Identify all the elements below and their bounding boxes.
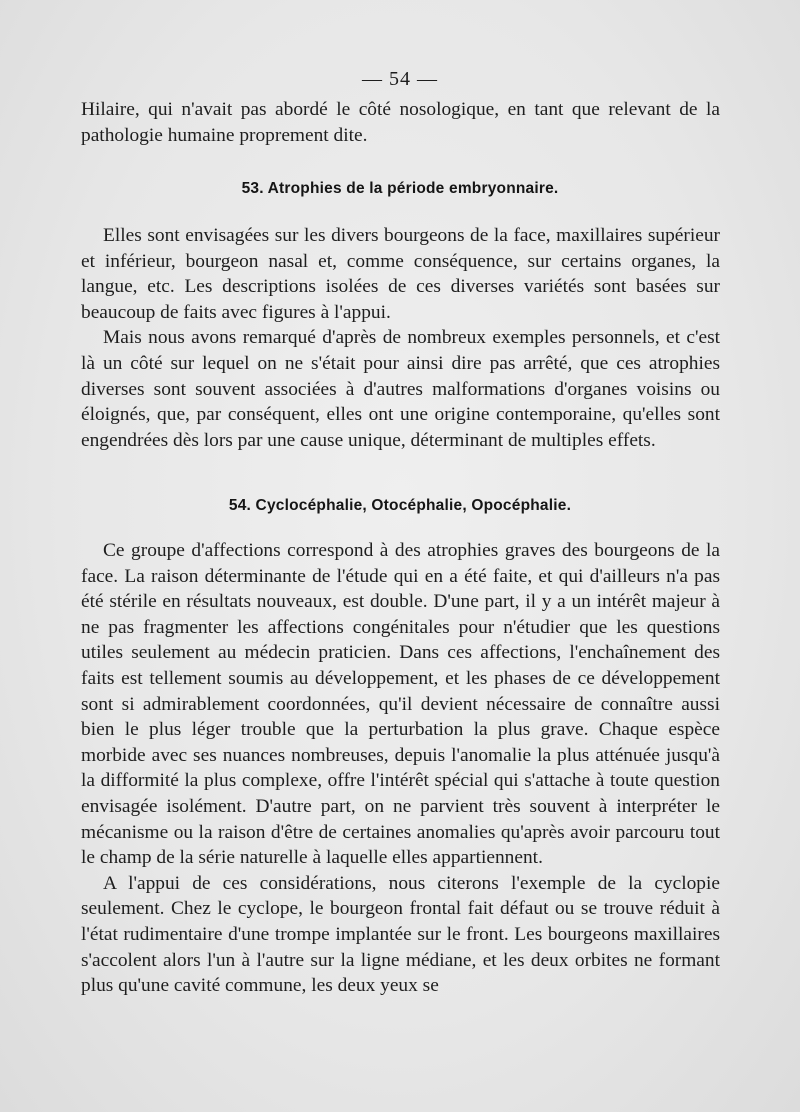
intro-paragraph: Hilaire, qui n'avait pas abordé le côté nosologique, en tant que relevant de la pathologie humaine proprement dite. — [81, 99, 720, 146]
section-53-body — [81, 223, 720, 453]
section-54-body — [81, 538, 720, 999]
intro-block — [81, 97, 720, 148]
section-53-heading: 53. Atrophies de la période embryonnaire. — [241, 180, 559, 197]
section-54-heading: 54. Cyclocéphalie, Otocéphalie, Opocéphalie. — [228, 497, 572, 514]
section-53-paragraph-1: Elles sont envisagées sur les divers bourgeons de la face, maxillaires supérieur et inférieur, bourgeon nasal et, comme conséquence, sur certains organes, la langue, etc. Les descriptions isolées de ces diverses variétés sont basées sur beaucoup de faits avec figures à l'appui. — [81, 225, 720, 323]
section-54-paragraph-1: Ce groupe d'affections correspond à des atrophies graves des bourgeons de la face. La raison déterminante de l'étude qui en a été faite, et qui d'ailleurs n'a pas été stérile en résultats nouveaux, est double. D'une part, il y a un intérêt majeur à ne pas fragmenter les affections congénitales pour n'étudier que les questions utiles seulement au médecin praticien. Dans ces affections, l'enchaînement des faits est tellement soumis au développement, et les phases de ce développement sont si admirablement coordonnées, qu'il devient nécessaire de connaître aussi bien le plus léger trouble que la perturbation la plus grave. Chaque espèce morbide avec ses nuances nombreuses, depuis l'anomalie la plus atténuée jusqu'à la difformité la plus complexe, offre l'intérêt spécial qui s'attache à toute question envisagée isolément. D'autre part, on ne parvient très souvent à interpréter le mécanisme ou la raison d'être de certaines anomalies qu'après avoir parcouru tout le champ de la série naturelle à laquelle elles appartiennent. — [81, 540, 720, 869]
section-54-paragraph-2: A l'appui de ces considérations, nous citerons l'exemple de la cyclopie seulement. Chez le cyclope, le bourgeon frontal fait défaut ou se trouve réduit à l'état rudimentaire d'une trompe implantée sur le front. Les bourgeons maxillaires s'accolent alors l'un à l'autre sur la ligne médiane, et les deux orbites ne formant plus qu'une cavité commune, les deux yeux se — [81, 872, 720, 997]
section-53-paragraph-2: Mais nous avons remarqué d'après de nombreux exemples personnels, et c'est là un côté sur lequel on ne s'était pour ainsi dire pas arrêté, que ces atrophies diverses sont souvent associées à d'autres malformations d'organes voisins ou éloignés, que, par conséquent, elles ont une origine contemporaine, qu'elles sont engendrées dès lors par une cause unique, déterminant de multiples effets. — [81, 327, 720, 451]
page-number: — 54 — — [362, 68, 438, 90]
